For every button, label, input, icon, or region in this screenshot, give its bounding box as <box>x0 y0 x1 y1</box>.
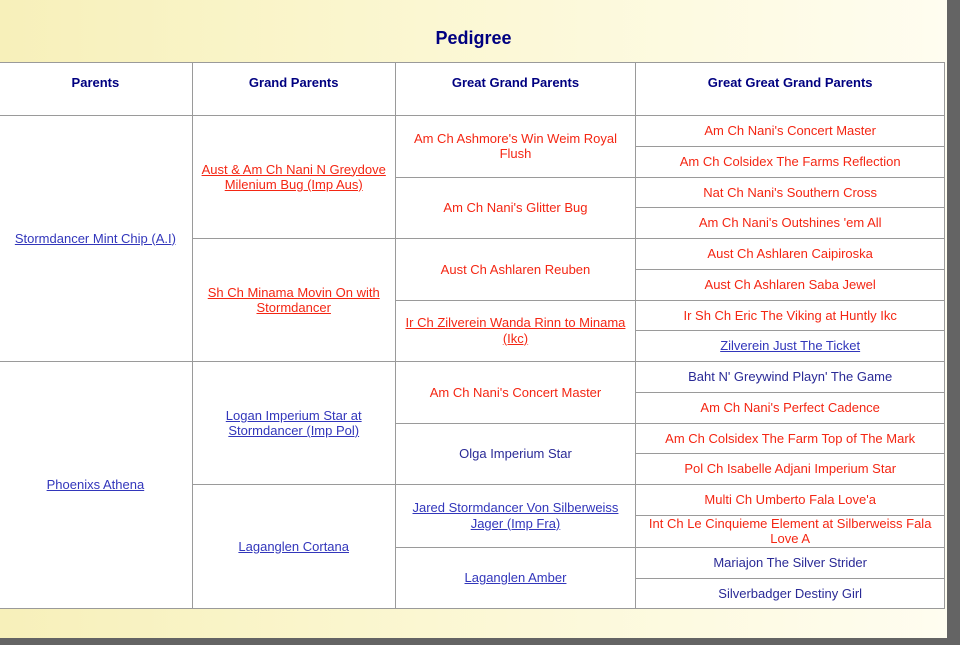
column-header-great-grand-parents: Great Grand Parents <box>395 63 636 116</box>
great-great-grandparent-cell <box>636 392 945 423</box>
pedigree-link[interactable]: Logan Imperium Star at Stormdancer (Imp Pol) <box>225 407 362 438</box>
column-header-great-great-grand-parents: Great Great Grand Parents <box>636 63 945 116</box>
grandparent-cell <box>192 485 395 609</box>
great-great-grandparent-cell <box>636 177 945 208</box>
pedigree-name: Pol Ch Isabelle Adjani Imperium Star <box>684 461 897 477</box>
pedigree-name: Aust Ch Ashlaren Caipiroska <box>707 246 873 262</box>
pedigree-link[interactable]: Laganglen Cortana <box>238 538 349 554</box>
pedigree-name: Am Ch Nani's Outshines 'em All <box>698 215 882 231</box>
pedigree-name: Ir Sh Ch Eric The Viking at Huntly Ikc <box>683 307 897 323</box>
great-grandparent-cell <box>395 300 636 362</box>
great-grandparent-cell <box>395 116 636 178</box>
pedigree-name: Olga Imperium Star <box>459 446 572 461</box>
grandparent-cell <box>192 362 395 485</box>
pedigree-name: Am Ch Nani's Perfect Cadence <box>700 399 880 415</box>
pedigree-name: Aust Ch Ashlaren Saba Jewel <box>704 276 876 292</box>
pedigree-name: Am Ch Colsidex The Farm Top of The Mark <box>665 430 916 446</box>
pedigree-name: Baht N' Greywind Playn' The Game <box>688 369 893 385</box>
column-header-parents: Parents <box>0 63 192 116</box>
pedigree-table <box>0 62 945 609</box>
great-great-grandparent-cell <box>636 300 945 331</box>
pedigree-name: Am Ch Nani's Concert Master <box>429 384 602 400</box>
great-grandparent-cell <box>395 423 636 485</box>
header-row <box>0 63 945 116</box>
pedigree-name: Am Ch Nani's Concert Master <box>704 123 876 139</box>
pedigree-name: Int Ch Le Cinquieme Element at Silberweiss Fala Love A <box>648 515 932 547</box>
great-great-grandparent-cell <box>636 485 945 516</box>
pedigree-link[interactable]: Jared Stormdancer Von Silberweiss Jager (Imp Fra) <box>412 500 619 531</box>
pedigree-link[interactable]: Laganglen Amber <box>464 570 567 586</box>
great-great-grandparent-cell <box>636 269 945 300</box>
parent-cell <box>0 362 192 609</box>
great-great-grandparent-cell <box>636 331 945 362</box>
great-great-grandparent-cell <box>636 515 945 547</box>
pedigree-name: Am Ch Nani's Glitter Bug <box>443 200 588 215</box>
pedigree-name: Aust Ch Ashlaren Reuben <box>440 261 591 277</box>
pedigree-link[interactable]: Phoenixs Athena <box>46 477 145 493</box>
pedigree-link[interactable]: Stormdancer Mint Chip (A.I) <box>14 230 176 246</box>
pedigree-link[interactable]: Zilverein Just The Ticket <box>720 338 861 354</box>
page-title: Pedigree <box>435 28 512 48</box>
pedigree-link[interactable]: Ir Ch Zilverein Wanda Rinn to Minama (Ikc) <box>405 315 626 346</box>
window-edge-right <box>947 0 960 645</box>
pedigree-link[interactable]: Sh Ch Minama Movin On with Stormdancer <box>207 284 380 315</box>
pedigree-name: Silverbadger Destiny Girl <box>718 585 863 601</box>
pedigree-link[interactable]: Aust & Am Ch Nani N Greydove Milenium Bug (Imp Aus) <box>201 161 386 192</box>
great-great-grandparent-cell <box>636 116 945 147</box>
great-great-grandparent-cell <box>636 423 945 454</box>
table-row <box>0 116 945 147</box>
great-great-grandparent-cell <box>636 362 945 393</box>
pedigree-name: Am Ch Colsidex The Farms Reflection <box>679 153 901 169</box>
pedigree-name: Nat Ch Nani's Southern Cross <box>703 184 878 200</box>
grandparent-cell <box>192 239 395 362</box>
table-row <box>0 362 945 393</box>
pedigree-name: Multi Ch Umberto Fala Love'a <box>704 492 876 508</box>
great-great-grandparent-cell <box>636 208 945 239</box>
great-great-grandparent-cell <box>636 547 945 578</box>
great-great-grandparent-cell <box>636 239 945 270</box>
column-header-grand-parents: Grand Parents <box>192 63 395 116</box>
great-grandparent-cell <box>395 362 636 424</box>
great-great-grandparent-cell <box>636 146 945 177</box>
great-great-grandparent-cell <box>636 454 945 485</box>
great-grandparent-cell <box>395 239 636 301</box>
great-great-grandparent-cell <box>636 578 945 609</box>
pedigree-name: Mariajon The Silver Strider <box>713 554 867 570</box>
pedigree-name: Am Ch Ashmore's Win Weim Royal Flush <box>413 130 618 162</box>
window-edge-bottom <box>0 638 960 645</box>
great-grandparent-cell <box>395 485 636 548</box>
great-grandparent-cell <box>395 547 636 609</box>
great-grandparent-cell <box>395 177 636 239</box>
parent-cell <box>0 116 192 362</box>
grandparent-cell <box>192 116 395 239</box>
